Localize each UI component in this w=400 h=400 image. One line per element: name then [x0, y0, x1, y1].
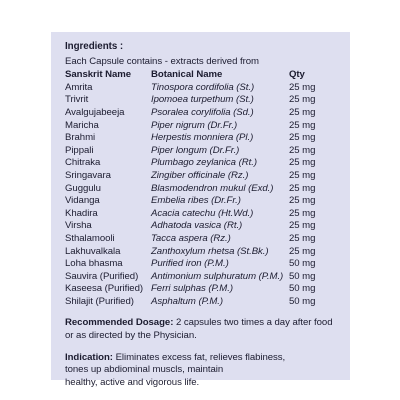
- botanical-name-cell: Piper nigrum (Dr.Fr.): [151, 119, 238, 131]
- table-header-row: [65, 69, 338, 82]
- qty-cell: 25 mg: [289, 81, 316, 93]
- botanical-name-cell: Psoralea corylifolia (Sd.): [151, 106, 254, 118]
- sanskrit-name-cell: Sauvira (Purified): [65, 270, 139, 282]
- indication-line-3: healthy, active and vigorous life.: [65, 376, 200, 388]
- qty-cell: 25 mg: [289, 144, 316, 156]
- sanskrit-name-cell: Vidanga: [65, 195, 100, 207]
- botanical-name-cell: Tinospora cordifolia (St.): [151, 81, 255, 93]
- dosage-section: [65, 317, 338, 342]
- sanskrit-name-cell: Virsha: [65, 220, 92, 232]
- botanical-name-cell: Ipomoea turpethum (St.): [151, 94, 254, 106]
- qty-cell: 25 mg: [289, 182, 316, 194]
- sanskrit-name-cell: Chitraka: [65, 157, 101, 169]
- label-content: [65, 41, 338, 389]
- qty-cell: 25 mg: [289, 169, 316, 181]
- table-row: [65, 233, 338, 246]
- qty-cell: 25 mg: [289, 232, 316, 244]
- table-row: [65, 258, 338, 271]
- ingredients-table: [65, 69, 338, 308]
- table-row: [65, 170, 338, 183]
- table-row: [65, 157, 338, 170]
- table-row: [65, 120, 338, 133]
- sanskrit-name-cell: Amrita: [65, 81, 93, 93]
- sanskrit-name-cell: Shilajit (Purified): [65, 295, 134, 307]
- qty-cell: 25 mg: [289, 220, 316, 232]
- sanskrit-name-cell: Kaseesa (Purified): [65, 283, 144, 295]
- table-row: [65, 107, 338, 120]
- qty-cell: 50 mg: [289, 270, 316, 282]
- qty-cell: 25 mg: [289, 195, 316, 207]
- botanical-name-cell: Zanthoxylum rhetsa (St.Bk.): [151, 245, 269, 257]
- qty-cell: 25 mg: [289, 207, 316, 219]
- botanical-name-cell: Ferri sulphas (P.M.): [151, 283, 233, 295]
- qty-cell: 25 mg: [289, 132, 316, 144]
- qty-cell: 25 mg: [289, 157, 316, 169]
- header-sanskrit-name: Sanskrit Name: [65, 69, 132, 81]
- indication-section: [65, 352, 338, 390]
- qty-cell: 25 mg: [289, 245, 316, 257]
- botanical-name-cell: Piper longum (Dr.Fr.): [151, 144, 240, 156]
- indication-line-1: Eliminates excess fat, relieves flabiness,: [112, 351, 286, 363]
- indication-label: Indication:: [65, 351, 113, 363]
- ingredients-label-card: [51, 32, 350, 388]
- table-row: [65, 195, 338, 208]
- qty-cell: 50 mg: [289, 295, 316, 307]
- sanskrit-name-cell: Trivrit: [65, 94, 89, 106]
- table-row: [65, 183, 338, 196]
- sanskrit-name-cell: Avalgujabeeja: [65, 106, 125, 118]
- botanical-name-cell: Herpestis monniera (Pl.): [151, 132, 254, 144]
- botanical-name-cell: Blasmodendron mukul (Exd.): [151, 182, 274, 194]
- table-row: [65, 271, 338, 284]
- botanical-name-cell: Zingiber officinale (Rz.): [151, 169, 249, 181]
- sanskrit-name-cell: Lakhuvalkala: [65, 245, 121, 257]
- dosage-line-2: or as directed by the Physician.: [65, 330, 197, 342]
- botanical-name-cell: Antimonium sulphuratum (P.M.): [151, 270, 284, 282]
- table-row: [65, 145, 338, 158]
- header-botanical-name: Botanical Name: [151, 69, 223, 81]
- botanical-name-cell: Asphaltum (P.M.): [151, 295, 224, 307]
- sanskrit-name-cell: Maricha: [65, 119, 99, 131]
- intro-text: Each Capsule contains - extracts derived from: [65, 55, 259, 67]
- sanskrit-name-cell: Brahmi: [65, 132, 96, 144]
- table-row: [65, 246, 338, 259]
- sanskrit-name-cell: Khadira: [65, 207, 98, 219]
- botanical-name-cell: Embelia ribes (Dr.Fr.): [151, 195, 241, 207]
- botanical-name-cell: Plumbago zeylanica (Rt.): [151, 157, 257, 169]
- botanical-name-cell: Acacia catechu (Ht.Wd.): [151, 207, 254, 219]
- table-row: [65, 220, 338, 233]
- table-row: [65, 82, 338, 95]
- sanskrit-name-cell: Sringavara: [65, 169, 111, 181]
- ingredients-heading: Ingredients :: [65, 41, 124, 52]
- botanical-name-cell: Tacca aspera (Rz.): [151, 232, 231, 244]
- qty-cell: 50 mg: [289, 258, 316, 270]
- table-row: [65, 296, 338, 309]
- qty-cell: 50 mg: [289, 283, 316, 295]
- sanskrit-name-cell: Pippali: [65, 144, 94, 156]
- table-row: [65, 132, 338, 145]
- qty-cell: 25 mg: [289, 119, 316, 131]
- sanskrit-name-cell: Sthalamooli: [65, 232, 115, 244]
- dosage-label: Recommended Dosage:: [65, 317, 174, 329]
- indication-line-2: tones up abdiominal muscls, maintain: [65, 364, 224, 376]
- sanskrit-name-cell: Guggulu: [65, 182, 101, 194]
- sanskrit-name-cell: Loha bhasma: [65, 258, 123, 270]
- qty-cell: 25 mg: [289, 106, 316, 118]
- qty-cell: 25 mg: [289, 94, 316, 106]
- table-row: [65, 94, 338, 107]
- botanical-name-cell: Purified iron (P.M.): [151, 258, 229, 270]
- dosage-line-1: 2 capsules two times a day after food: [173, 317, 333, 329]
- header-qty: Qty: [289, 69, 305, 81]
- table-row: [65, 283, 338, 296]
- botanical-name-cell: Adhatoda vasica (Rt.): [151, 220, 243, 232]
- table-row: [65, 208, 338, 221]
